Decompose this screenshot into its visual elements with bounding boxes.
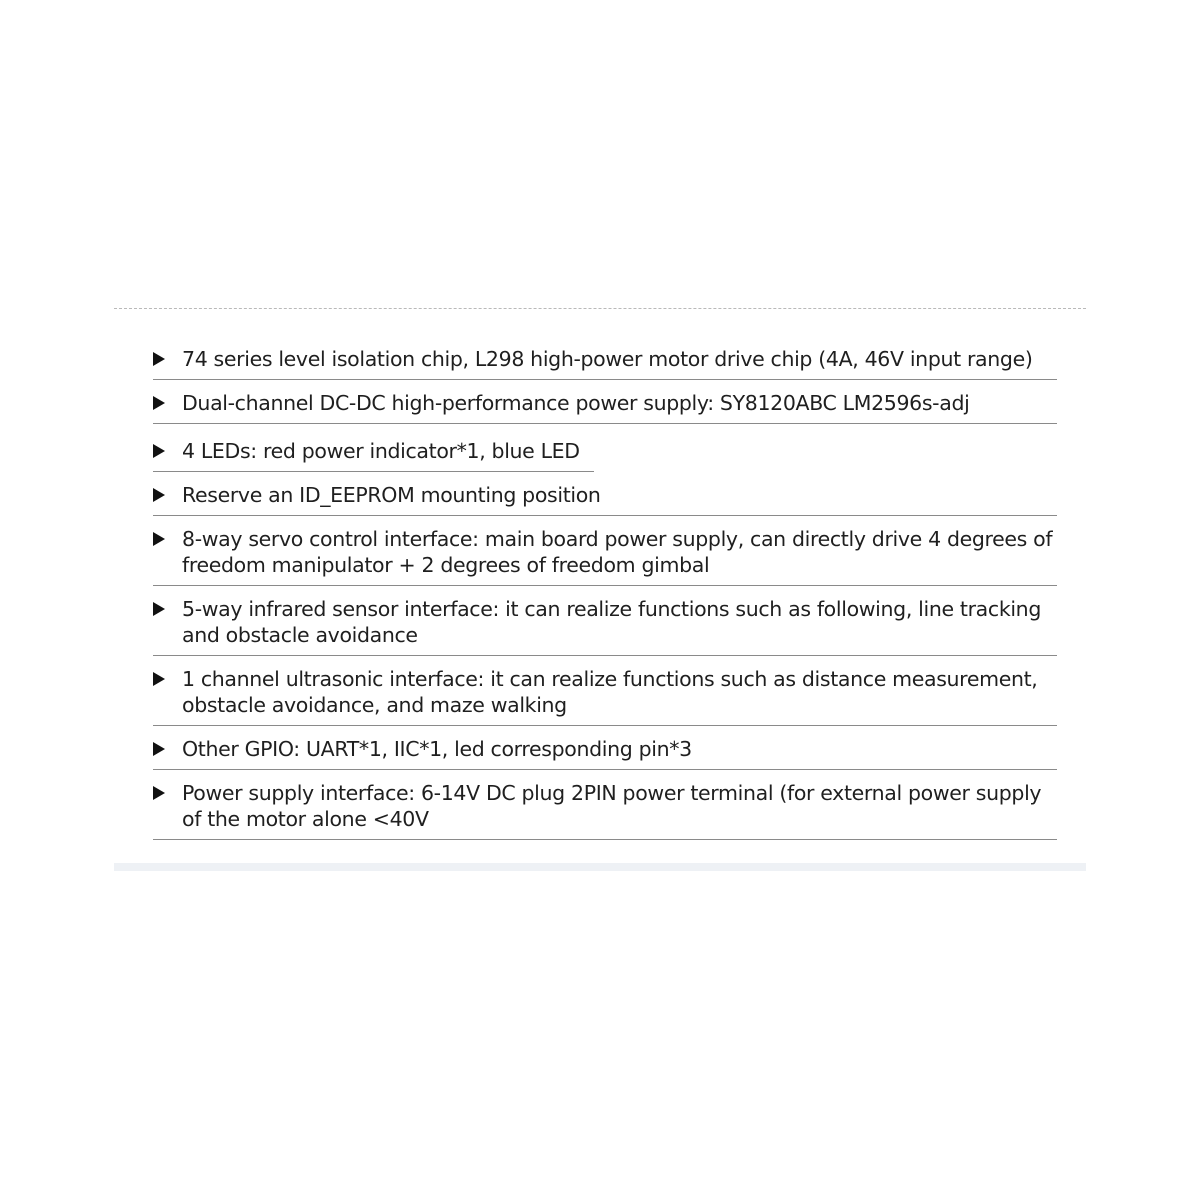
list-item-text: 5-way infrared sensor interface: it can realize functions such as following, line tracking and obstacle avoidance — [182, 597, 1041, 647]
list-item — [153, 516, 1057, 586]
list-item-text: Other GPIO: UART*1, IIC*1, led corresponding pin*3 — [182, 737, 692, 761]
triangle-bullet-icon — [153, 532, 165, 546]
list-item — [153, 770, 1057, 840]
list-item — [153, 586, 1057, 656]
triangle-bullet-icon — [153, 396, 165, 410]
feature-list — [153, 336, 1057, 840]
list-item — [153, 380, 1057, 424]
list-item — [153, 472, 1057, 516]
triangle-bullet-icon — [153, 742, 165, 756]
list-item — [153, 424, 594, 472]
list-item-text: 4 LEDs: red power indicator*1, blue LED — [182, 439, 580, 463]
triangle-bullet-icon — [153, 602, 165, 616]
bottom-divider-band — [114, 863, 1086, 871]
list-item-text: Dual-channel DC-DC high-performance power supply: SY8120ABC LM2596s-adj — [182, 391, 970, 415]
triangle-bullet-icon — [153, 488, 165, 502]
list-item-text: Reserve an ID_EEPROM mounting position — [182, 483, 601, 507]
triangle-bullet-icon — [153, 672, 165, 686]
top-dashed-divider — [114, 308, 1086, 309]
list-item — [153, 726, 1057, 770]
list-item — [153, 656, 1057, 726]
list-item-text: 1 channel ultrasonic interface: it can realize functions such as distance measurement, obstacle avoidance, and maze walking — [182, 667, 1038, 717]
list-item — [153, 336, 1057, 380]
list-item-text: Power supply interface: 6-14V DC plug 2PIN power terminal (for external power supply of the motor alone <40V — [182, 781, 1042, 831]
triangle-bullet-icon — [153, 786, 165, 800]
triangle-bullet-icon — [153, 444, 165, 458]
list-item-text: 74 series level isolation chip, L298 high-power motor drive chip (4A, 46V input range) — [182, 347, 1033, 371]
list-item-text: 8-way servo control interface: main board power supply, can directly drive 4 degrees of freedom manipulator + 2 degrees of freedom gimbal — [182, 527, 1053, 577]
triangle-bullet-icon — [153, 352, 165, 366]
